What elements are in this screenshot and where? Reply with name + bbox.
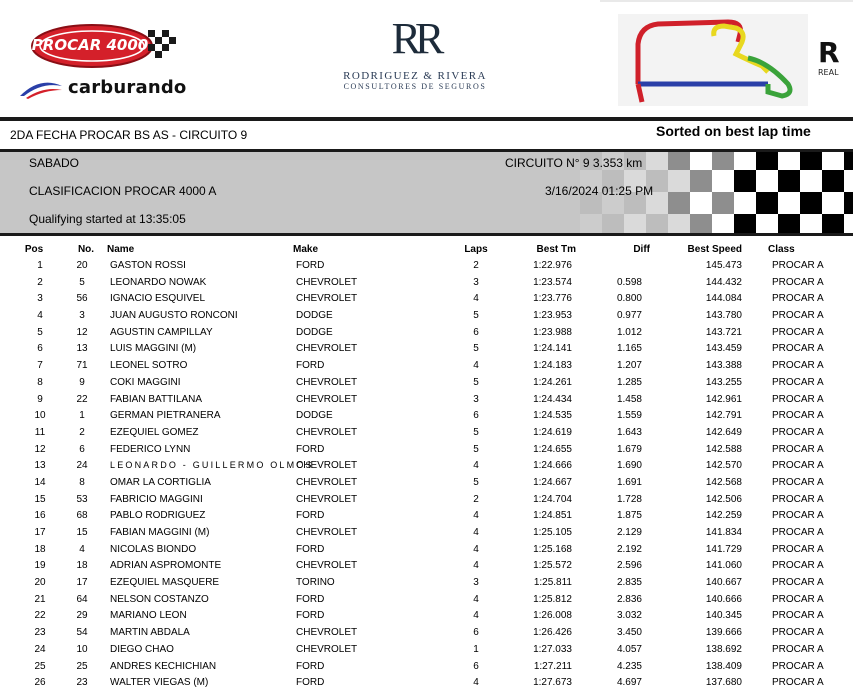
cell-driver-name: EZEQUIEL GOMEZ [110, 426, 199, 438]
cell-best-speed: 137.680 [705, 677, 742, 689]
cell-best-speed: 141.729 [705, 543, 742, 555]
cell-car-number: 68 [76, 510, 88, 522]
cell-make: DODGE [296, 410, 333, 422]
cell-make: CHEVROLET [296, 493, 358, 505]
cell-diff: 1.207 [616, 360, 642, 372]
cell-car-number: 18 [76, 560, 88, 572]
cell-diff: 1.165 [616, 343, 642, 355]
cell-pos: 9 [37, 393, 43, 405]
header-pos: Pos [24, 244, 44, 255]
right-logo-mark: R [818, 38, 840, 69]
cell-best-speed: 145.473 [705, 260, 742, 271]
cell-best-time: 1:23.574 [533, 276, 572, 288]
cell-make: FORD [296, 360, 325, 372]
sort-label: Sorted on best lap time [656, 123, 811, 139]
cell-make: FORD [296, 660, 325, 672]
cell-best-time: 1:25.105 [533, 527, 572, 538]
cell-car-number: 4 [79, 543, 85, 555]
table-row [0, 458, 853, 475]
cell-pos: 14 [34, 476, 46, 488]
table-row [0, 308, 853, 325]
cell-class: PROCAR A [772, 677, 824, 689]
cell-class: PROCAR A [772, 443, 824, 455]
cell-diff: 1.285 [616, 376, 642, 388]
cell-best-time: 1:24.666 [533, 460, 572, 472]
cell-class: PROCAR A [772, 627, 824, 639]
cell-driver-name: EZEQUIEL MASQUERE [110, 577, 220, 589]
cell-pos: 17 [34, 527, 46, 538]
cell-best-time: 1:22.976 [533, 260, 572, 271]
cell-diff: 1.691 [616, 476, 642, 488]
cell-driver-name: FABIAN BATTILANA [110, 393, 203, 405]
cell-class: PROCAR A [772, 493, 824, 505]
top-border-line [600, 0, 853, 2]
cell-laps: 6 [473, 627, 479, 639]
cell-laps: 3 [473, 393, 479, 405]
cell-laps: 2 [473, 260, 479, 271]
header-best-time: Best Tm [536, 244, 576, 255]
cell-car-number: 6 [79, 443, 85, 455]
cell-pos: 16 [34, 510, 46, 522]
cell-driver-name: LEONARDO NOWAK [110, 276, 207, 288]
table-row [0, 525, 853, 542]
cell-make: CHEVROLET [296, 476, 358, 488]
cell-make: CHEVROLET [296, 376, 358, 388]
cell-laps: 4 [473, 560, 479, 572]
qualifying-start-time: Qualifying started at 13:35:05 [29, 212, 186, 226]
cell-diff: 0.598 [616, 276, 642, 288]
cell-best-time: 1:26.426 [533, 627, 572, 639]
cell-driver-name: COKI MAGGINI [110, 376, 181, 388]
cell-car-number: 5 [79, 276, 85, 288]
cell-pos: 20 [34, 577, 46, 589]
cell-best-speed: 140.667 [705, 577, 742, 589]
logo-strip [0, 0, 853, 116]
cell-diff: 1.728 [616, 493, 642, 505]
cell-best-time: 1:24.141 [533, 343, 572, 355]
cell-class: PROCAR A [772, 527, 824, 538]
cell-driver-name: IGNACIO ESQUIVEL [110, 293, 206, 305]
cell-car-number: 56 [76, 293, 88, 305]
cell-diff: 0.800 [616, 293, 642, 305]
cell-diff: 1.012 [616, 326, 642, 338]
cell-best-time: 1:24.535 [533, 410, 572, 422]
cell-class: PROCAR A [772, 643, 824, 655]
cell-make: CHEVROLET [296, 643, 358, 655]
cell-diff: 2.596 [616, 560, 642, 572]
cell-diff: 1.875 [616, 510, 642, 522]
cell-best-speed: 143.459 [705, 343, 742, 355]
procar-logo-text: PROCAR 4000 [31, 36, 149, 54]
cell-driver-name: GASTON ROSSI [110, 260, 186, 271]
cell-best-speed: 142.506 [705, 493, 742, 505]
cell-make: CHEVROLET [296, 276, 358, 288]
table-row [0, 442, 853, 459]
cell-pos: 7 [37, 360, 43, 372]
carburando-logo [18, 76, 198, 102]
table-row [0, 291, 853, 308]
cell-class: PROCAR A [772, 376, 824, 388]
cell-make: FORD [296, 510, 325, 522]
cell-best-time: 1:27.211 [533, 660, 572, 672]
cell-driver-name: NICOLAS BIONDO [110, 543, 197, 555]
table-row [0, 675, 853, 692]
cell-best-speed: 139.666 [705, 627, 742, 639]
cell-pos: 11 [34, 426, 46, 438]
cell-diff: 1.643 [616, 426, 642, 438]
cell-make: CHEVROLET [296, 293, 358, 305]
cell-pos: 10 [34, 410, 46, 422]
cell-best-time: 1:25.812 [533, 593, 572, 605]
cell-pos: 21 [34, 593, 46, 605]
cell-pos: 24 [34, 643, 46, 655]
cell-car-number: 54 [76, 627, 88, 639]
cell-make: CHEVROLET [296, 527, 358, 538]
cell-best-time: 1:23.953 [533, 310, 572, 322]
cell-car-number: 8 [79, 476, 85, 488]
table-row [0, 542, 853, 559]
cell-make: FORD [296, 610, 325, 622]
cell-car-number: 12 [76, 326, 88, 338]
cell-pos: 1 [37, 260, 43, 271]
cell-class: PROCAR A [772, 276, 824, 288]
cell-pos: 3 [37, 293, 43, 305]
event-title: 2DA FECHA PROCAR BS AS - CIRCUITO 9 [10, 128, 248, 142]
cell-laps: 3 [473, 577, 479, 589]
cell-diff: 1.690 [616, 460, 642, 472]
cell-driver-name: WALTER VIEGAS (M) [110, 677, 209, 689]
table-row [0, 659, 853, 676]
cell-diff: 4.057 [616, 643, 642, 655]
cell-class: PROCAR A [772, 510, 824, 522]
cell-best-speed: 142.570 [705, 460, 742, 472]
cell-driver-name: LEONEL SOTRO [110, 360, 188, 372]
cell-class: PROCAR A [772, 393, 824, 405]
cell-best-time: 1:23.776 [533, 293, 572, 305]
cell-best-time: 1:24.667 [533, 476, 572, 488]
cell-laps: 5 [473, 476, 479, 488]
cell-car-number: 71 [76, 360, 88, 372]
cell-best-time: 1:26.008 [533, 610, 572, 622]
cell-class: PROCAR A [772, 577, 824, 589]
cell-driver-name: ADRIAN ASPROMONTE [110, 560, 222, 572]
cell-best-speed: 143.388 [705, 360, 742, 372]
table-row [0, 558, 853, 575]
cell-make: CHEVROLET [296, 460, 358, 472]
cell-laps: 5 [473, 343, 479, 355]
cell-laps: 5 [473, 376, 479, 388]
table-row [0, 375, 853, 392]
header-no: No. [77, 244, 95, 255]
cell-laps: 5 [473, 310, 479, 322]
cell-best-speed: 142.791 [705, 410, 742, 422]
header-best-speed: Best Speed [687, 244, 742, 255]
cell-best-time: 1:24.619 [533, 426, 572, 438]
cell-best-speed: 144.084 [705, 293, 742, 305]
cell-best-speed: 144.432 [705, 276, 742, 288]
cell-make: FORD [296, 443, 325, 455]
cell-diff: 1.679 [616, 443, 642, 455]
cell-make: FORD [296, 593, 325, 605]
table-row [0, 258, 853, 275]
cell-make: FORD [296, 677, 325, 689]
cell-best-time: 1:27.673 [533, 677, 572, 689]
cell-best-time: 1:23.988 [533, 326, 572, 338]
cell-pos: 13 [34, 460, 46, 472]
cell-driver-name: ANDRES KECHICHIAN [110, 660, 217, 672]
cell-car-number: 3 [79, 310, 85, 322]
cell-best-speed: 141.060 [705, 560, 742, 572]
procar-4000-logo [30, 22, 190, 70]
cell-best-speed: 141.834 [705, 527, 742, 538]
table-row [0, 508, 853, 525]
cell-best-speed: 140.345 [705, 610, 742, 622]
cell-pos: 8 [37, 376, 43, 388]
cell-car-number: 25 [76, 660, 88, 672]
cell-best-speed: 142.259 [705, 510, 742, 522]
right-logo-text: REAL [818, 68, 839, 77]
table-row [0, 492, 853, 509]
table-row [0, 592, 853, 609]
cell-best-speed: 143.255 [705, 376, 742, 388]
session-day: SABADO [29, 156, 80, 170]
table-row [0, 575, 853, 592]
cell-laps: 4 [473, 610, 479, 622]
cell-class: PROCAR A [772, 476, 824, 488]
sponsor-subtitle: CONSULTORES DE SEGUROS [343, 82, 487, 91]
cell-laps: 4 [473, 677, 479, 689]
cell-laps: 5 [473, 426, 479, 438]
cell-car-number: 9 [79, 376, 85, 388]
circuit-map-image [618, 14, 808, 106]
cell-class: PROCAR A [772, 326, 824, 338]
circuit-info: CIRCUITO N° 9 3.353 km [505, 156, 643, 170]
cell-class: PROCAR A [772, 660, 824, 672]
cell-car-number: 64 [76, 593, 88, 605]
cell-diff: 0.977 [616, 310, 642, 322]
cell-car-number: 22 [76, 393, 88, 405]
cell-laps: 6 [473, 410, 479, 422]
cell-diff: 2.836 [616, 593, 642, 605]
cell-driver-name: MARTIN ABDALA [110, 627, 190, 639]
cell-make: FORD [296, 543, 325, 555]
cell-driver-name: FEDERICO LYNN [110, 443, 191, 455]
cell-pos: 26 [34, 677, 46, 689]
cell-best-time: 1:25.572 [533, 560, 572, 572]
cell-car-number: 10 [76, 643, 88, 655]
cell-best-speed: 138.409 [705, 660, 742, 672]
cell-class: PROCAR A [772, 426, 824, 438]
header-laps: Laps [464, 244, 488, 255]
cell-car-number: 29 [76, 610, 88, 622]
cell-pos: 15 [34, 493, 46, 505]
cell-best-time: 1:27.033 [533, 643, 572, 655]
cell-driver-name: DIEGO CHAO [110, 643, 174, 655]
header-diff: Diff [633, 244, 650, 255]
cell-pos: 6 [37, 343, 43, 355]
cell-class: PROCAR A [772, 310, 824, 322]
cell-laps: 4 [473, 593, 479, 605]
cell-best-time: 1:25.811 [533, 577, 572, 589]
cell-driver-name: LEONARDO - GUILLERMO OLMOS [110, 460, 314, 471]
cell-car-number: 15 [76, 527, 88, 538]
cell-diff: 1.559 [616, 410, 642, 422]
cell-best-time: 1:24.261 [533, 376, 572, 388]
cell-best-speed: 142.649 [705, 426, 742, 438]
cell-laps: 3 [473, 276, 479, 288]
cell-best-speed: 138.692 [705, 643, 742, 655]
cell-diff: 3.450 [616, 627, 642, 639]
cell-best-time: 1:25.168 [533, 543, 572, 555]
cell-car-number: 20 [76, 260, 88, 271]
cell-driver-name: GERMAN PIETRANERA [110, 410, 221, 422]
cell-laps: 4 [473, 293, 479, 305]
table-row [0, 341, 853, 358]
cell-car-number: 24 [76, 460, 88, 472]
cell-best-time: 1:24.851 [533, 510, 572, 522]
cell-make: FORD [296, 260, 325, 271]
cell-make: TORINO [296, 577, 335, 589]
results-table [0, 241, 853, 692]
cell-class: PROCAR A [772, 560, 824, 572]
cell-car-number: 2 [79, 426, 85, 438]
table-row [0, 358, 853, 375]
cell-driver-name: FABIAN MAGGINI (M) [110, 527, 210, 538]
cell-best-time: 1:24.704 [533, 493, 572, 505]
cell-make: CHEVROLET [296, 343, 358, 355]
table-body [0, 258, 853, 692]
rodriguez-rivera-logo [330, 14, 500, 98]
cell-diff: 1.458 [616, 393, 642, 405]
cell-laps: 6 [473, 660, 479, 672]
carburando-wordmark: carburando [68, 77, 187, 98]
cell-car-number: 53 [76, 493, 88, 505]
cell-best-speed: 143.721 [705, 326, 742, 338]
header-divider [0, 117, 853, 121]
table-row [0, 475, 853, 492]
cell-make: CHEVROLET [296, 560, 358, 572]
carburando-swoosh-icon [18, 78, 64, 100]
cell-driver-name: AGUSTIN CAMPILLAY [110, 326, 213, 338]
cell-pos: 2 [37, 276, 43, 288]
rr-monogram: RR [391, 14, 439, 63]
cell-driver-name: NELSON COSTANZO [110, 593, 209, 605]
session-datetime: 3/16/2024 01:25 PM [545, 184, 654, 198]
cell-driver-name: MARIANO LEON [110, 610, 187, 622]
cell-class: PROCAR A [772, 293, 824, 305]
cell-laps: 4 [473, 510, 479, 522]
cell-driver-name: PABLO RODRIGUEZ [110, 510, 206, 522]
cell-laps: 4 [473, 527, 479, 538]
cell-diff: 2.192 [616, 543, 642, 555]
cell-best-time: 1:24.183 [533, 360, 572, 372]
session-name: CLASIFICACION PROCAR 4000 A [29, 184, 217, 198]
cell-car-number: 17 [76, 577, 88, 589]
cell-driver-name: OMAR LA CORTIGLIA [110, 476, 211, 488]
cell-best-speed: 143.780 [705, 310, 742, 322]
cell-best-time: 1:24.655 [533, 443, 572, 455]
cell-class: PROCAR A [772, 343, 824, 355]
table-row [0, 392, 853, 409]
cell-laps: 1 [473, 643, 479, 655]
cell-class: PROCAR A [772, 543, 824, 555]
cell-driver-name: JUAN AUGUSTO RONCONI [110, 310, 238, 322]
cell-diff: 2.835 [616, 577, 642, 589]
cell-laps: 2 [473, 493, 479, 505]
table-row [0, 425, 853, 442]
cell-class: PROCAR A [772, 360, 824, 372]
table-row [0, 625, 853, 642]
header-make: Make [293, 244, 319, 255]
table-header-row [0, 241, 853, 258]
cell-laps: 4 [473, 543, 479, 555]
cell-class: PROCAR A [772, 410, 824, 422]
header-class: Class [768, 244, 795, 255]
cell-car-number: 23 [76, 677, 88, 689]
cell-pos: 4 [37, 310, 43, 322]
cell-class: PROCAR A [772, 260, 824, 271]
session-info-block [0, 149, 853, 236]
cell-car-number: 1 [79, 410, 85, 422]
cell-class: PROCAR A [772, 610, 824, 622]
cell-make: DODGE [296, 326, 333, 338]
cell-best-speed: 142.568 [705, 476, 742, 488]
cell-make: CHEVROLET [296, 393, 358, 405]
cell-pos: 18 [34, 543, 46, 555]
cell-laps: 6 [473, 326, 479, 338]
cell-best-speed: 140.666 [705, 593, 742, 605]
sponsor-name: RODRIGUEZ & RIVERA [343, 70, 487, 82]
cell-laps: 5 [473, 443, 479, 455]
cell-laps: 4 [473, 460, 479, 472]
cell-driver-name: LUIS MAGGINI (M) [110, 343, 197, 355]
cell-pos: 25 [34, 660, 46, 672]
cell-diff: 4.235 [616, 660, 642, 672]
cell-diff: 2.129 [616, 527, 642, 538]
table-row [0, 408, 853, 425]
cell-pos: 19 [34, 560, 46, 572]
cell-class: PROCAR A [772, 593, 824, 605]
cell-driver-name: FABRICIO MAGGINI [110, 493, 203, 505]
cell-make: CHEVROLET [296, 627, 358, 639]
cell-make: CHEVROLET [296, 426, 358, 438]
cell-pos: 12 [34, 443, 46, 455]
table-row [0, 608, 853, 625]
cell-best-time: 1:24.434 [533, 393, 572, 405]
cell-diff: 3.032 [616, 610, 642, 622]
cell-car-number: 13 [76, 343, 88, 355]
table-row [0, 642, 853, 659]
cell-diff: 4.697 [616, 677, 642, 689]
cell-laps: 4 [473, 360, 479, 372]
cell-pos: 22 [34, 610, 46, 622]
cell-pos: 23 [34, 627, 46, 639]
cell-class: PROCAR A [772, 460, 824, 472]
table-row [0, 275, 853, 292]
cell-best-speed: 142.961 [705, 393, 742, 405]
right-partner-logo [818, 38, 853, 82]
cell-best-speed: 142.588 [705, 443, 742, 455]
cell-pos: 5 [37, 326, 43, 338]
header-name: Name [107, 244, 135, 255]
table-row [0, 325, 853, 342]
cell-make: DODGE [296, 310, 333, 322]
